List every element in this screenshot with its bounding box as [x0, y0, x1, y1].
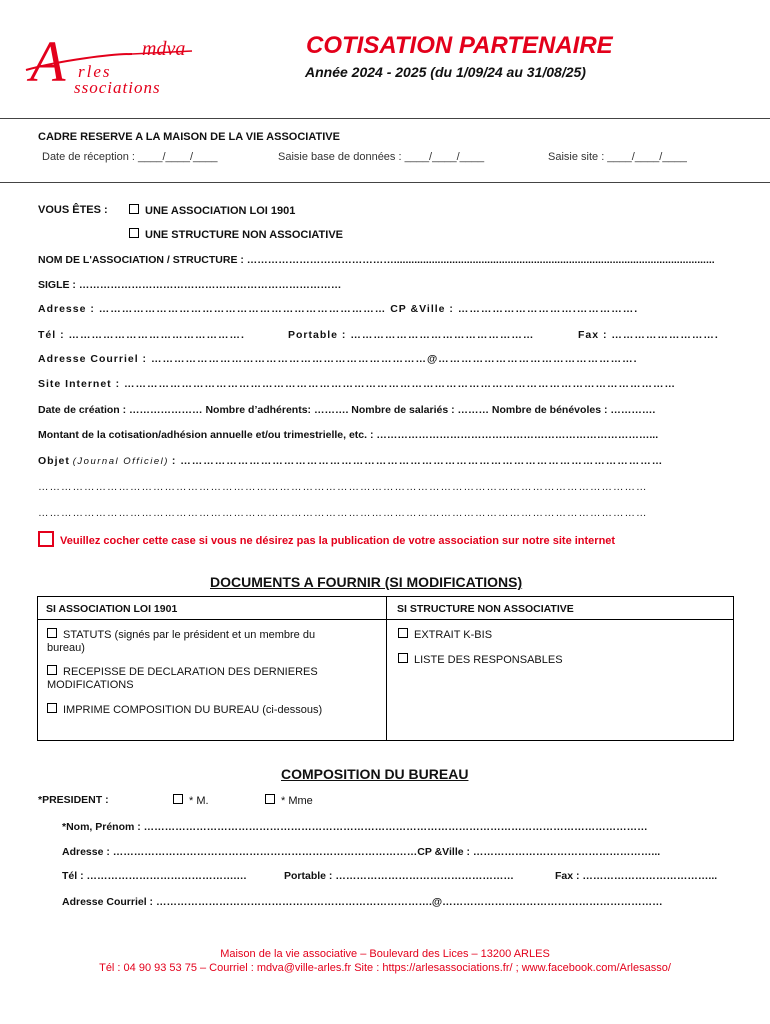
- documents-heading: DOCUMENTS A FOURNIR (SI MODIFICATIONS): [210, 574, 523, 590]
- objet-dots: : ………………………………………………………………………………………………………………: [171, 455, 664, 467]
- date-creation-field[interactable]: Date de création : ………………… Nombre d’adhérents: ………. Nombre de salariés : ……… Nombre de bénévoles : ………….: [38, 404, 656, 416]
- site-internet-field[interactable]: Site Internet : ………………………………………………………………………………………………………………………………: [38, 378, 677, 390]
- president-tel-field[interactable]: Tél : …………………………………….…: [62, 870, 247, 882]
- saisie-site: Saisie site : ____/____/____: [548, 151, 687, 163]
- montant-cotisation-field[interactable]: Montant de la cotisation/adhésion annuelle et/ou trimestrielle, etc. : ……………………………………………………………………...: [38, 429, 659, 441]
- logo-big-a: A: [30, 29, 66, 94]
- logo: [22, 30, 202, 100]
- documents-header-divider: [37, 619, 734, 620]
- logo-line1: rles: [78, 62, 112, 81]
- checkbox-icon[interactable]: [129, 228, 139, 238]
- option-label: * Mme: [281, 795, 313, 807]
- portable-field[interactable]: Portable : …………………………………………: [288, 329, 535, 341]
- option-mme[interactable]: [265, 794, 313, 807]
- logo-top-text: mdva: [142, 38, 186, 60]
- doc-item-responsables[interactable]: [398, 653, 563, 666]
- reserve-heading: CADRE RESERVE A LA MAISON DE LA VIE ASSOCIATIVE: [38, 131, 340, 143]
- checkbox-icon[interactable]: [47, 665, 57, 675]
- bureau-heading: COMPOSITION DU BUREAU: [281, 766, 469, 782]
- option-structure-non-associative[interactable]: [129, 228, 343, 241]
- objet-field[interactable]: [38, 455, 663, 467]
- objet-note: (Journal Officiel): [72, 456, 169, 467]
- president-label: *PRESIDENT :: [38, 794, 109, 806]
- publication-label: Veuillez cocher cette case si vous ne désirez pas la publication de votre association sur notre site internet: [60, 535, 616, 547]
- left-column-heading: SI ASSOCIATION LOI 1901: [46, 603, 178, 615]
- president-nom-field[interactable]: *Nom, Prénom : ………………………………………………………………………………………………………………………………: [62, 821, 648, 833]
- checkbox-icon[interactable]: [38, 531, 54, 547]
- saisie-base: Saisie base de données : ____/____/____: [278, 151, 485, 163]
- checkbox-icon[interactable]: [47, 628, 57, 638]
- doc-item-recepisse[interactable]: [47, 665, 318, 678]
- doc-item-kbis[interactable]: [398, 628, 492, 641]
- checkbox-icon[interactable]: [265, 794, 275, 804]
- logo-line2: ssociations: [74, 78, 161, 97]
- right-column-heading: SI STRUCTURE NON ASSOCIATIVE: [397, 603, 574, 615]
- doc-item-recepisse-cont: MODIFICATIONS: [47, 679, 134, 691]
- doc-label: STATUTS (signés par le président et un membre du: [63, 629, 316, 641]
- sigle-field[interactable]: SIGLE : …………………………………………………………………: [38, 279, 342, 291]
- documents-column-divider: [386, 596, 387, 740]
- option-label: * M.: [189, 795, 209, 807]
- fax-field[interactable]: Fax : ……………………….: [578, 329, 719, 341]
- vous-etes-label: VOUS ÊTES :: [38, 204, 108, 216]
- checkbox-icon[interactable]: [47, 703, 57, 713]
- doc-label: RECEPISSE DE DECLARATION DES DERNIERES: [63, 666, 318, 678]
- doc-label: EXTRAIT K-BIS: [414, 629, 493, 641]
- option-label: UNE STRUCTURE NON ASSOCIATIVE: [145, 229, 344, 241]
- option-m[interactable]: [173, 794, 209, 807]
- nom-association-field[interactable]: NOM DE L'ASSOCIATION / STRUCTURE : ……………………………………..............................................................................................................: [38, 254, 715, 266]
- doc-item-statuts[interactable]: [47, 628, 315, 641]
- divider-reserve: [0, 182, 770, 183]
- president-portable-field[interactable]: Portable : ……………………………………………: [284, 870, 514, 882]
- footer-contact: Tél : 04 90 93 53 75 – Courriel : mdva@ville-arles.fr Site : https://arlesassociations.fr/ ; www.facebook.com/Arlesasso/: [99, 962, 671, 974]
- president-courriel-field[interactable]: Adresse Courriel : …………………………………………………………………….@………………………………………………………: [62, 896, 663, 908]
- checkbox-icon[interactable]: [398, 628, 408, 638]
- adresse-field[interactable]: Adresse : ………………………………………………………………… CP &Ville : ………………………….…………….: [38, 303, 639, 315]
- doc-label: LISTE DES RESPONSABLES: [414, 654, 563, 666]
- objet-line-2[interactable]: ……………………………………………………………………………………………………………………………………………: [38, 481, 648, 493]
- tel-field[interactable]: Tél : ……………………………………….: [38, 329, 245, 341]
- option-label: UNE ASSOCIATION LOI 1901: [145, 205, 296, 217]
- president-fax-field[interactable]: Fax : ………………………………...: [555, 870, 718, 882]
- objet-label: Objet: [38, 455, 70, 467]
- publication-optout[interactable]: [38, 531, 615, 547]
- footer-address: Maison de la vie associative – Boulevard des Lices – 13200 ARLES: [220, 948, 550, 960]
- objet-line-3[interactable]: ……………………………………………………………………………………………………………………………………………: [38, 507, 648, 519]
- divider-top: [0, 118, 770, 119]
- checkbox-icon[interactable]: [173, 794, 183, 804]
- page-subtitle: Année 2024 - 2025 (du 1/09/24 au 31/08/25): [305, 64, 586, 80]
- option-association-loi-1901[interactable]: [129, 204, 295, 217]
- doc-label: IMPRIME COMPOSITION DU BUREAU (ci-dessous): [63, 704, 323, 716]
- doc-item-statuts-cont: bureau): [47, 642, 85, 654]
- checkbox-icon[interactable]: [129, 204, 139, 214]
- date-reception: Date de réception : ____/____/____: [42, 151, 218, 163]
- checkbox-icon[interactable]: [398, 653, 408, 663]
- president-adresse-field[interactable]: Adresse : ……………………………………………………………………………CP &Ville : ……………………………………………...: [62, 846, 661, 858]
- doc-item-imprime[interactable]: [47, 703, 322, 716]
- page-title: COTISATION PARTENAIRE: [306, 32, 613, 59]
- courriel-field[interactable]: Adresse Courriel : ………………………………………………………………@…………………………………………….: [38, 353, 638, 365]
